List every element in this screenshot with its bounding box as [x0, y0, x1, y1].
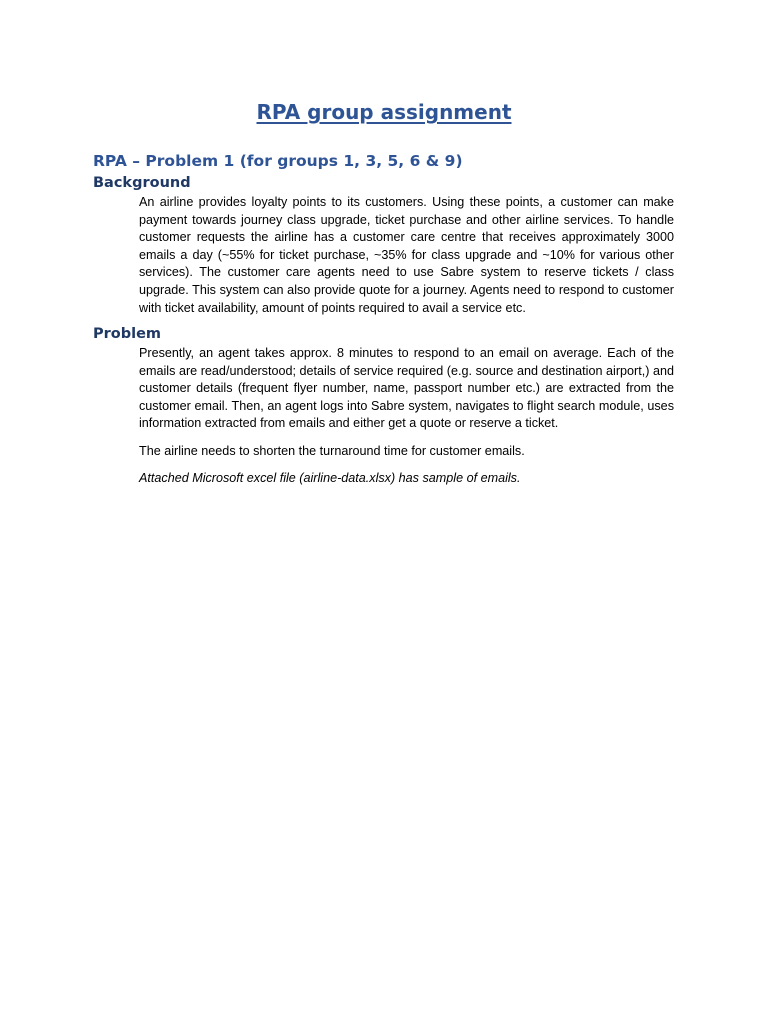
problem-paragraph: Presently, an agent takes approx. 8 minutes to respond to an email on average. Each of the emails are read/understood; details of service required (e.g. source and destination airport,) and customer details (frequent flyer number, name, passport number etc.) are extracted from the customer email. Then, an agent logs into Sabre system, navigates to flight search module, uses information extracted from emails and either get a quote or reserve a ticket. — [139, 346, 674, 431]
problem-heading: Problem — [93, 326, 162, 342]
section-heading-problem-1: RPA – Problem 1 (for groups 1, 3, 5, 6 & 9) — [93, 152, 463, 170]
background-heading: Background — [93, 175, 191, 191]
background-paragraph: An airline provides loyalty points to its customers. Using these points, a customer can make payment towards journey class upgrade, ticket purchase and other airline services. To handle customer requests the airline has a customer care centre that receives approximately 3000 emails a day (~55% for ticket purchase, ~35% for class upgrade and ~10% for various other services). The customer care agents need to use Sabre system to reserve tickets / class upgrade. This system can also provide quote for a journey. Agents need to respond to customer with ticket availability, amount of points required to avail a service etc. — [139, 195, 674, 315]
turnaround-paragraph: The airline needs to shorten the turnaround time for customer emails. — [139, 444, 525, 458]
attachment-note: Attached Microsoft excel file (airline-data.xlsx) has sample of emails. — [139, 471, 521, 485]
document-title: RPA group assignment — [256, 100, 512, 124]
